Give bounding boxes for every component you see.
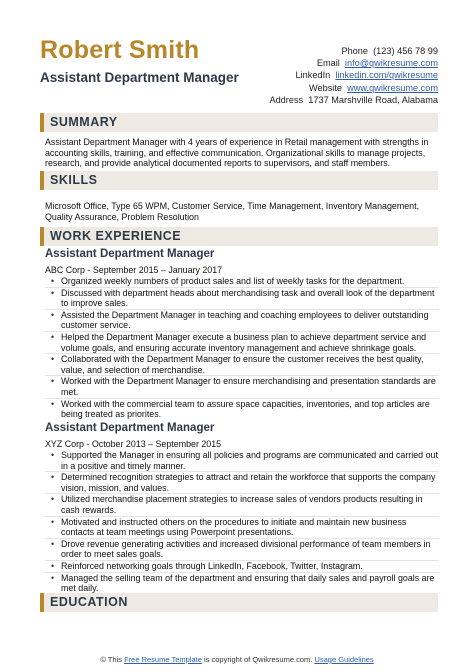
contact-website — [269, 82, 438, 94]
usage-guidelines-link[interactable]: Usage Guidelines — [314, 655, 374, 664]
job-1-bullets — [45, 276, 439, 420]
contact-phone — [269, 45, 438, 57]
address-value: 1737 Marshville Road, Alabama — [308, 94, 438, 105]
work-experience-heading: WORK EXPERIENCE — [40, 227, 438, 246]
list-item: • Reinforced networking goals through LinkedIn, Facebook, Twitter, Instagram. — [45, 560, 439, 572]
job-2-bullets — [45, 450, 439, 594]
contact-email — [269, 57, 438, 69]
list-item: • Discussed with department heads about merchandising task and overall look of the department to improve sales. — [45, 287, 439, 309]
list-item: • Utilized merchandise placement strategies to increase sales of vendors products resulting in cash rewards. — [45, 493, 439, 515]
candidate-name: Robert Smith — [40, 36, 200, 64]
summary-heading: SUMMARY — [40, 113, 438, 132]
list-item: • Worked with the Department Manager to ensure merchandising and presentation standards are met. — [45, 375, 439, 397]
job-2-meta: XYZ Corp - October 2013 – September 2015 — [45, 439, 222, 449]
linkedin-link[interactable]: linkedin.com/qwikresume — [335, 70, 438, 81]
contact-block — [269, 45, 438, 106]
job-1-title: Assistant Department Manager — [45, 248, 215, 260]
list-item: • Supported the Manager in ensuring all policies and programs are communicated and carried out in a positive and timely manner. — [45, 450, 439, 471]
footer-prefix: © This — [100, 655, 122, 664]
list-item: • Motivated and instructed others on the procedures to initiate and maintain new business contacts at team meetings using Powerpoint presentations. — [45, 516, 439, 538]
job-title-headline: Assistant Department Manager — [40, 70, 239, 85]
skills-text: Microsoft Office, Type 65 WPM, Customer Service, Time Management, Inventory Management, Quality Assurance, Problem Resolution — [45, 201, 420, 222]
job-1-meta: ABC Corp - September 2015 – January 2017 — [45, 265, 223, 275]
website-label: Website — [308, 82, 343, 93]
list-item: • Worked with the commercial team to assure space capacities, inventories, and top articles are being treated as priorites. — [45, 398, 439, 420]
list-item: • Organized weekly numbers of product sales and list of weekly tasks for the department. — [45, 276, 439, 287]
website-link[interactable]: www.qwikresume.com — [347, 82, 438, 93]
list-item: • Drove revenue generating activities and increased divisional performance of team members in order to meet sales goals. — [45, 538, 439, 560]
list-item: • Managed the selling team of the department and ensuring that daily sales and payroll goals are met daily. — [45, 572, 439, 594]
contact-address — [269, 94, 438, 106]
contact-linkedin — [269, 69, 438, 81]
job-2-title: Assistant Department Manager — [45, 422, 215, 434]
phone-value: (123) 456 78 99 — [373, 46, 438, 56]
list-item: • Determined recognition strategies to attract and retain the workforce that supports the company vision, mission, and values. — [45, 471, 439, 493]
footer — [0, 655, 474, 664]
phone-label: Phone — [341, 46, 369, 56]
list-item: • Helped the Department Manager execute a business plan to achieve department service and volume goals, and ensuring accurate inventory management and achieve shrinkage goals. — [45, 331, 439, 353]
email-label: Email — [316, 58, 340, 69]
footer-copyright: is copyright of Qwikresume.com. — [203, 655, 313, 664]
list-item: • Assisted the Department Manager in teaching and coaching employees to deliver outstanding customer service. — [45, 309, 439, 331]
list-item: • Collaborated with the Department Manager to ensure the customer receives the best quality, value, and selection of merchandise. — [45, 353, 439, 375]
free-resume-template-link[interactable]: Free Resume Template — [124, 655, 202, 664]
summary-text: Assistant Department Manager with 4 years of experience in Retail management with strengths in accounting skills, training, and effective communication. Organizational skills to manage projects, research, and provide analytical documented reports to supervisors, and staff members. — [45, 137, 429, 169]
education-heading: EDUCATION — [40, 593, 438, 612]
email-link[interactable]: info@qwikresume.com — [344, 58, 438, 69]
linkedin-label: LinkedIn — [295, 70, 331, 81]
skills-heading: SKILLS — [40, 171, 438, 190]
address-label: Address — [269, 94, 304, 105]
